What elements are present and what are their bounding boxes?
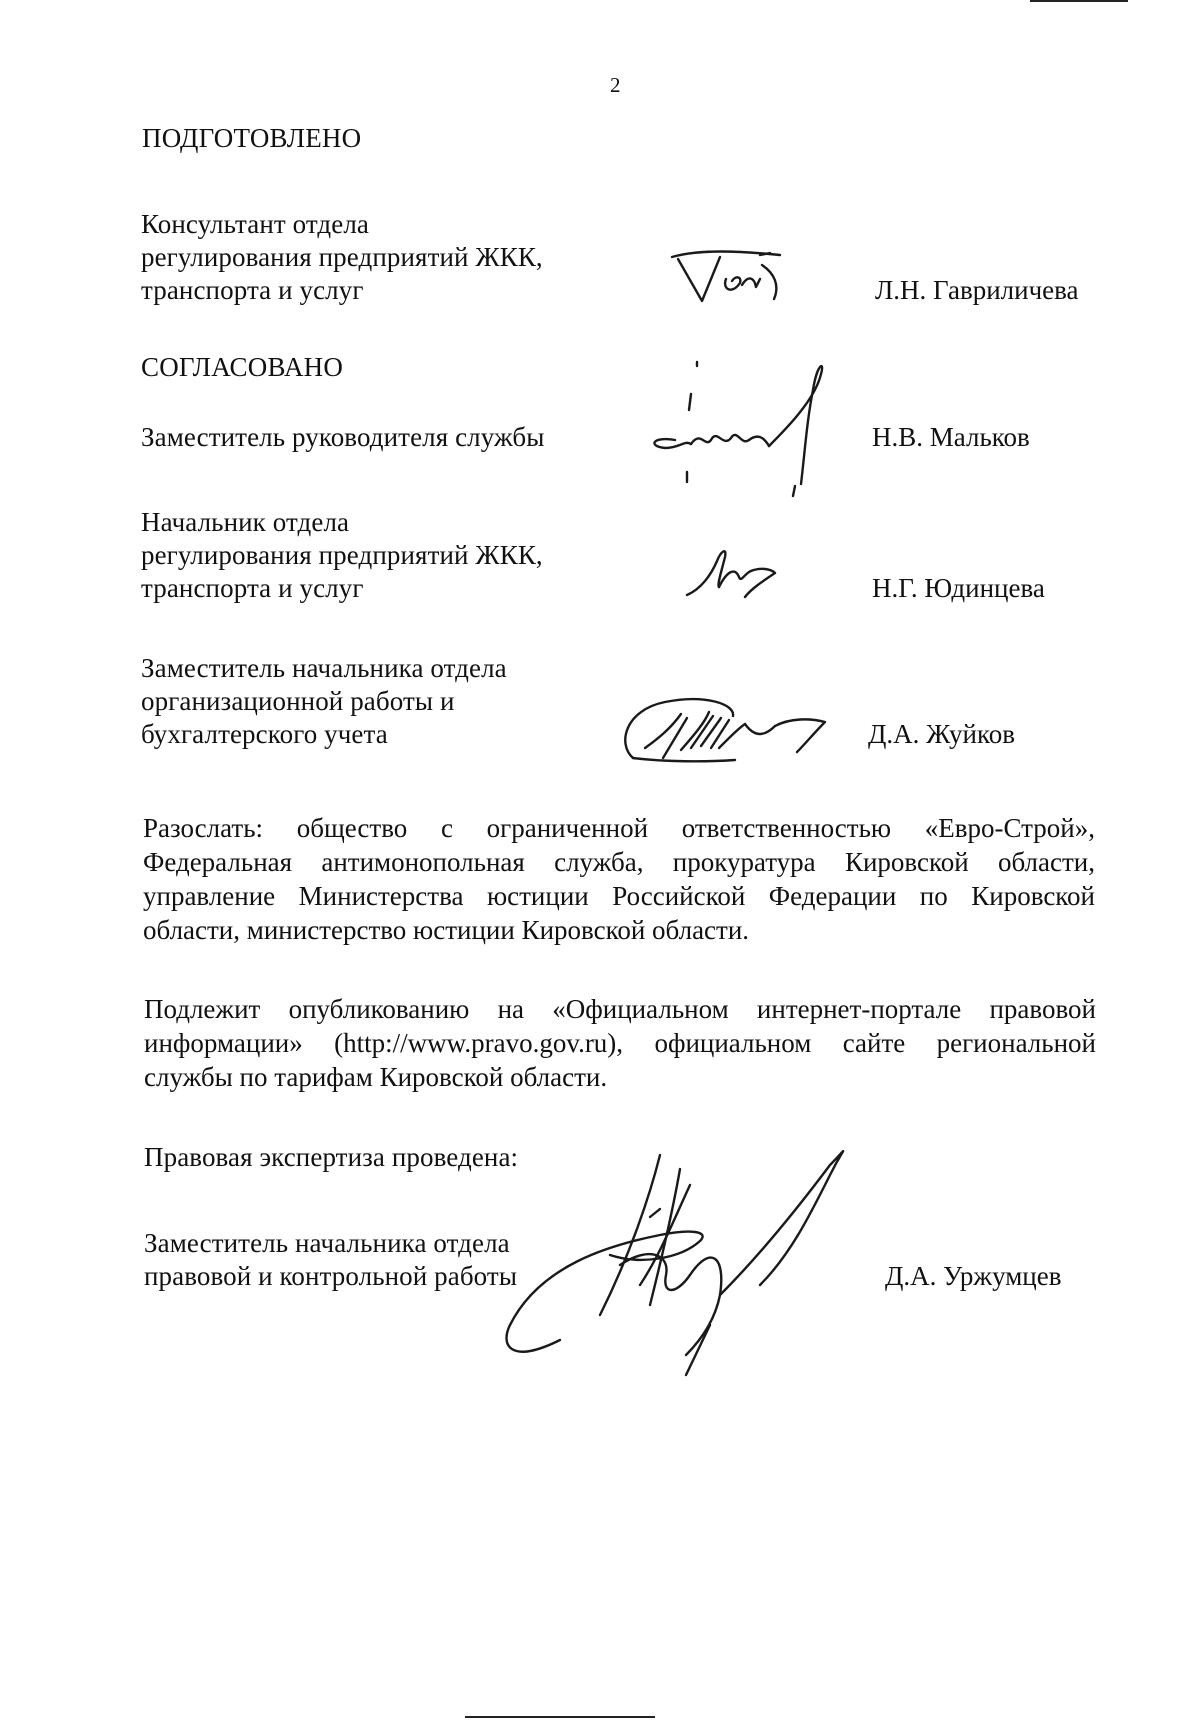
signature-malkov: [645, 360, 830, 500]
publication-paragraph: [144, 992, 1096, 1094]
signature-urzhumtsev: [500, 1145, 860, 1380]
signature-gavrilicheva: [670, 245, 800, 315]
distribution-line-1: Разослать: общество с ограниченной ответственностью «Евро-Строй»,: [143, 813, 1095, 843]
malkov-name: Н.В. Мальков: [872, 422, 1030, 452]
deputy-org-title-line-2: организационной работы и: [141, 686, 455, 716]
prepared-title-line-2: регулирования предприятий ЖКК,: [141, 242, 543, 272]
legal-review-heading: Правовая экспертиза проведена:: [144, 1142, 519, 1172]
yudintseva-name: Н.Г. Юдинцева: [872, 573, 1045, 603]
urzhumtsev-name: Д.А. Уржумцев: [885, 1261, 1062, 1291]
dept-head-title-line-3: транспорта и услуг: [141, 573, 364, 603]
approved-heading: СОГЛАСОВАНО: [141, 352, 344, 382]
scan-edge-mark-top: [1030, 0, 1128, 2]
signature-yudintseva: [685, 545, 780, 605]
prepared-name: Л.Н. Гавриличева: [875, 275, 1079, 305]
page-number: 2: [610, 73, 621, 97]
deputy-org-title-line-1: Заместитель начальника отдела: [141, 653, 507, 683]
legal-review-title-line-2: правовой и контрольной работы: [144, 1261, 518, 1291]
prepared-title-line-1: Консультант отдела: [141, 209, 369, 239]
publication-line-1: Подлежит опубликованию на «Официальном интернет-портале правовой: [144, 994, 1096, 1024]
distribution-line-2: Федеральная антимонопольная служба, прокуратура Кировской области,: [143, 847, 1095, 877]
dept-head-title-line-2: регулирования предприятий ЖКК,: [141, 540, 543, 570]
prepared-title-line-3: транспорта и услуг: [141, 275, 364, 305]
scan-edge-mark-bottom: [465, 1716, 655, 1718]
signature-zhuikov: [615, 688, 830, 768]
prepared-heading: ПОДГОТОВЛЕНО: [142, 123, 362, 153]
deputy-head-title: Заместитель руководителя службы: [141, 422, 545, 452]
dept-head-title-line-1: Начальник отдела: [141, 507, 350, 537]
deputy-org-title-line-3: бухгалтерского учета: [141, 719, 388, 749]
publication-line-2: информации» (http://www.pravo.gov.ru), официальном сайте региональной: [144, 1028, 1096, 1058]
publication-line-3: службы по тарифам Кировской области.: [144, 1062, 608, 1092]
zhuikov-name: Д.А. Жуйков: [868, 719, 1015, 749]
distribution-line-3: управление Министерства юстиции Российской Федерации по Кировской: [143, 881, 1095, 911]
distribution-line-4: области, министерство юстиции Кировской области.: [143, 915, 750, 945]
distribution-paragraph: [143, 811, 1095, 947]
legal-review-title-line-1: Заместитель начальника отдела: [144, 1228, 510, 1258]
